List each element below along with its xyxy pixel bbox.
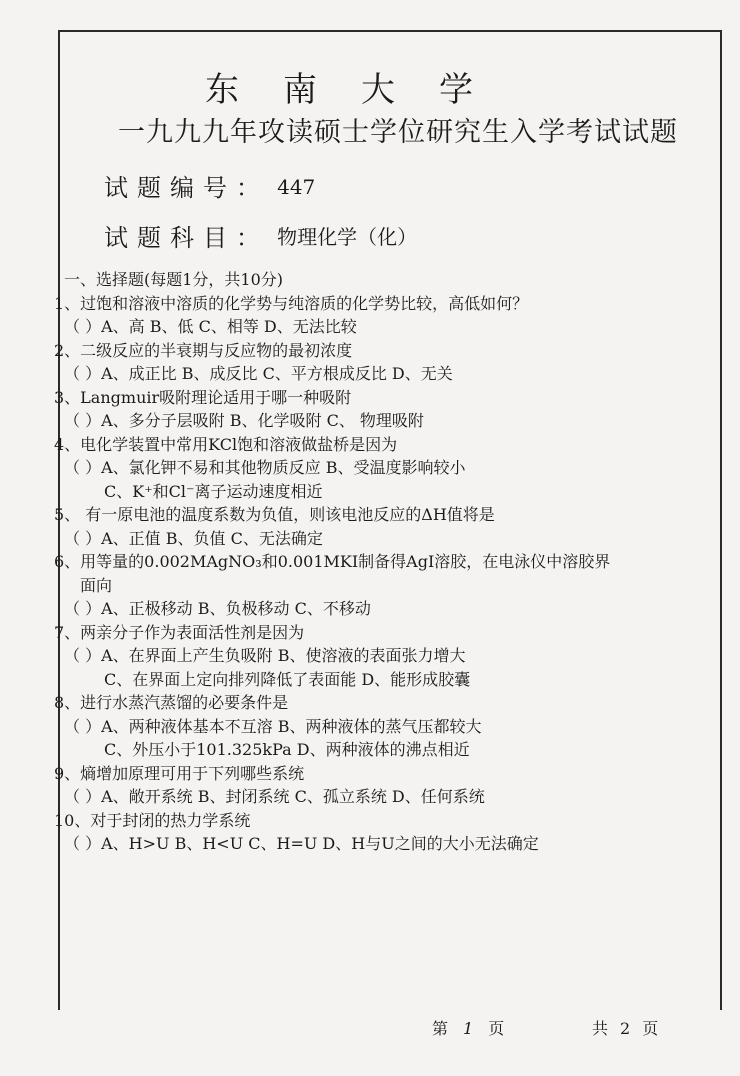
exam-subject-label: 试题科目： — [104, 224, 269, 252]
exam-code-row — [104, 168, 315, 203]
question-options: （ ）A、正值 B、负值 C、无法确定 — [64, 528, 323, 548]
total-suffix: 页 — [642, 1019, 659, 1038]
question-stem-continued: 面向 — [80, 575, 113, 595]
question-stem: 1、过饱和溶液中溶质的化学势与纯溶质的化学势比较，高低如何？ — [54, 293, 529, 313]
question-options: C、外压小于101.325kPa D、两种液体的沸点相近 — [104, 740, 470, 759]
page-total — [592, 1016, 658, 1039]
question-options: C、在界面上定向排列降低了表面能 D、能形成胶囊 — [104, 669, 471, 689]
question-stem: 8、进行水蒸汽蒸馏的必要条件是 — [54, 693, 289, 712]
question-options: （ ）A、成正比 B、成反比 C、平方根成反比 D、无关 — [64, 364, 453, 383]
exam-code-value: 447 — [277, 175, 316, 199]
question-stem: 2、二级反应的半衰期与反应物的最初浓度 — [54, 340, 353, 360]
page-prefix: 第 — [432, 1019, 449, 1038]
page-number — [432, 1016, 504, 1039]
page-total-value: 2 — [620, 1019, 631, 1038]
question-options: （ ）A、H>U B、H<U C、H=U D、H与U之间的大小无法确定 — [64, 834, 539, 853]
question-stem: 7、两亲分子作为表面活性剂是因为 — [54, 622, 305, 642]
question-options: （ ）A、在界面上产生负吸附 B、使溶液的表面张力增大 — [64, 646, 466, 665]
question-options: （ ）A、两种液体基本不互溶 B、两种液体的蒸气压都较大 — [64, 716, 482, 736]
question-stem: 5、 有一原电池的温度系数为负值，则该电池反应的ΔH值将是 — [54, 505, 495, 524]
section-heading: 一、选择题(每题1分，共10分) — [64, 270, 284, 289]
total-prefix: 共 — [592, 1019, 609, 1038]
question-options: （ ）A、氯化钾不易和其他物质反应 B、受温度影响较小 — [64, 458, 466, 477]
question-stem: 9、熵增加原理可用于下列哪些系统 — [54, 763, 305, 783]
exam-subject-row — [104, 218, 417, 253]
exam-subject-value: 物理化学（化） — [277, 225, 418, 249]
question-list — [54, 268, 704, 856]
question-stem: 3、Langmuir吸附理论适用于哪一种吸附 — [54, 387, 352, 407]
question-stem: 10、对于封闭的热力学系统 — [54, 810, 251, 830]
exam-title: 一九九九年攻读硕士学位研究生入学考试试题 — [118, 117, 678, 148]
school-name: 东南大学 — [205, 70, 517, 110]
exam-code-label: 试题编号： — [104, 174, 269, 202]
page-suffix: 页 — [488, 1019, 505, 1038]
question-stem: 6、用等量的0.002MAgNO₃和0.001MKI制备得AgI溶胶，在电泳仪中溶胶界 — [54, 552, 611, 571]
page-current: 1 — [463, 1019, 474, 1038]
question-stem: 4、电化学装置中常用KCl饱和溶液做盐桥是因为 — [54, 434, 398, 454]
question-options: （ ）A、敞开系统 B、封闭系统 C、孤立系统 D、任何系统 — [64, 787, 485, 806]
question-options: （ ）A、高 B、低 C、相等 D、无法比较 — [64, 317, 357, 336]
question-options: C、K⁺和Cl⁻离子运动速度相近 — [104, 481, 323, 501]
question-options: （ ）A、多分子层吸附 B、化学吸附 C、 物理吸附 — [64, 411, 424, 430]
question-options: （ ）A、正极移动 B、负极移动 C、不移动 — [64, 599, 371, 618]
